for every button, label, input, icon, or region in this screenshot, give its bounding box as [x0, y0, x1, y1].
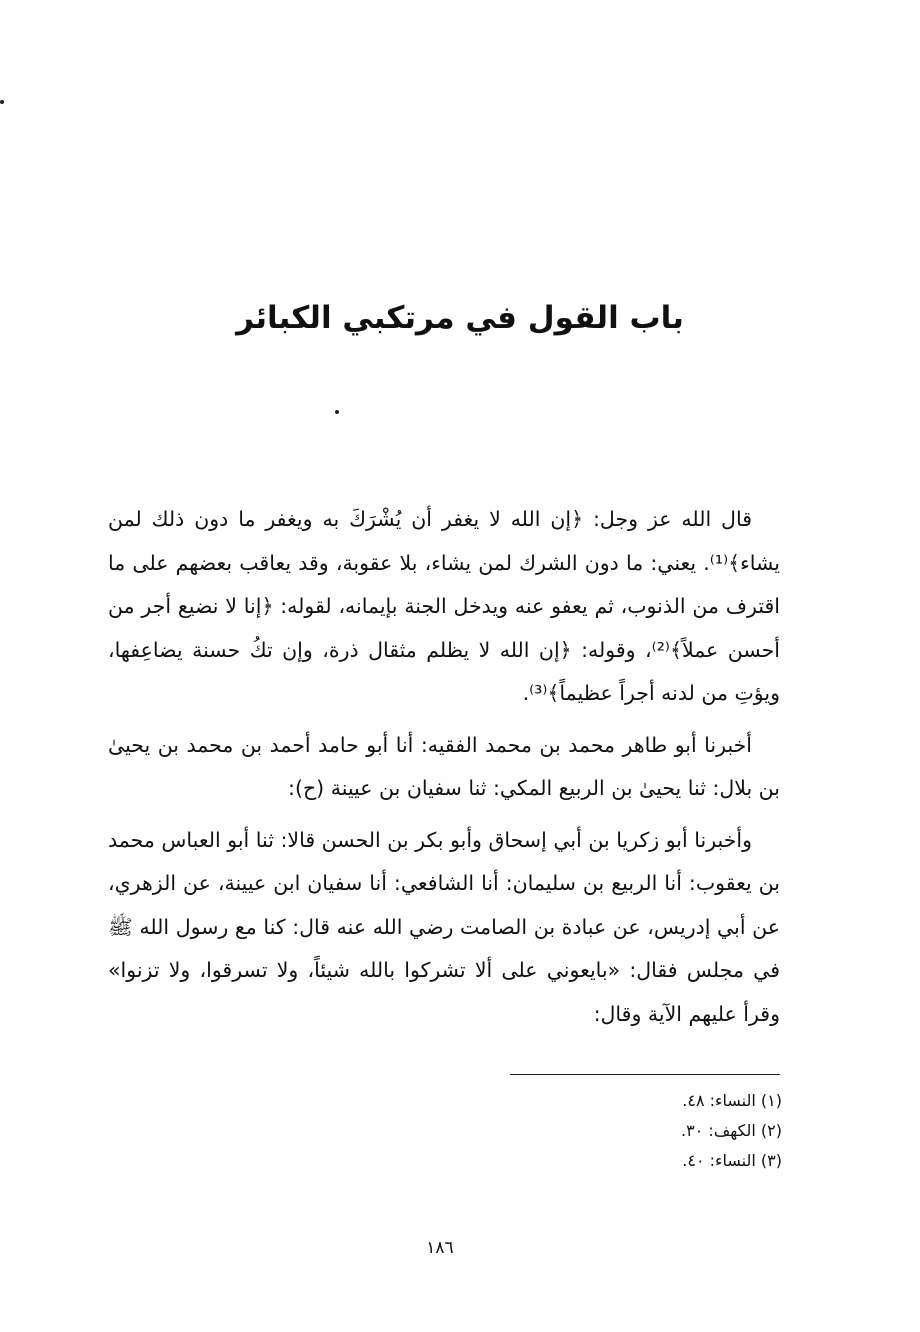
paragraph: وأخبرنا أبو زكريا بن أبي إسحاق وأبو بكر بن الحسن قالا: ثنا أبو العباس محمد بن يعقوب: أنا الربيع بن سليمان: أنا الشافعي: أنا سفيان ابن عيينة، عن الزهري، عن أبي إدريس، عن عبادة بن الصامت رضي الله عنه قال: كنا مع رسول الله ﷺ في مجلس فقال: «بايعوني على ألا تشركوا بالله شيئاً، ولا تسرقوا، ولا تزنوا» وقرأ عليهم الآية وقال: [108, 827, 780, 1026]
margin-mark [0, 100, 4, 104]
body-text [108, 498, 780, 1044]
footnote: (٣) النساء: ٤٠. [682, 1151, 782, 1170]
chapter-title: باب القول في مرتكبي الكبائر [236, 300, 684, 336]
footnote-divider [510, 1074, 780, 1075]
page-number: ١٨٦ [426, 1238, 454, 1258]
footnotes [500, 1086, 782, 1176]
footnote: (٢) الكهف: ٣٠. [680, 1121, 782, 1140]
ornament-dot [335, 410, 339, 414]
paragraph: قال الله عز وجل: ﴿إن الله لا يغفر أن يُشْرَكَ به ويغفر ما دون ذلك لمن يشاء﴾⁽¹⁾. يعني: ما دون الشرك لمن يشاء، بلا عقوبة، وقد يعاقب بعضهم على ما اقترف من الذنوب، ثم يعفو عنه ويدخل الجنة بإيمانه، لقوله: ﴿إنا لا نضيع أجر من أحسن عملاً﴾⁽²⁾، وقوله: ﴿إن الله لا يظلم مثقال ذرة، وإن تكُ حسنة يضاعِفها، ويؤتِ من لدنه أجراً عظيماً﴾⁽³⁾. [108, 507, 781, 705]
footnote: (١) النساء: ٤٨. [682, 1091, 782, 1110]
paragraph: أخبرنا أبو طاهر محمد بن محمد الفقيه: أنا أبو حامد أحمد بن محمد بن يحيىٰ بن بلال: ثنا يحيىٰ بن الربيع المكي: ثنا سفيان بن عيينة (ح): [108, 732, 780, 800]
